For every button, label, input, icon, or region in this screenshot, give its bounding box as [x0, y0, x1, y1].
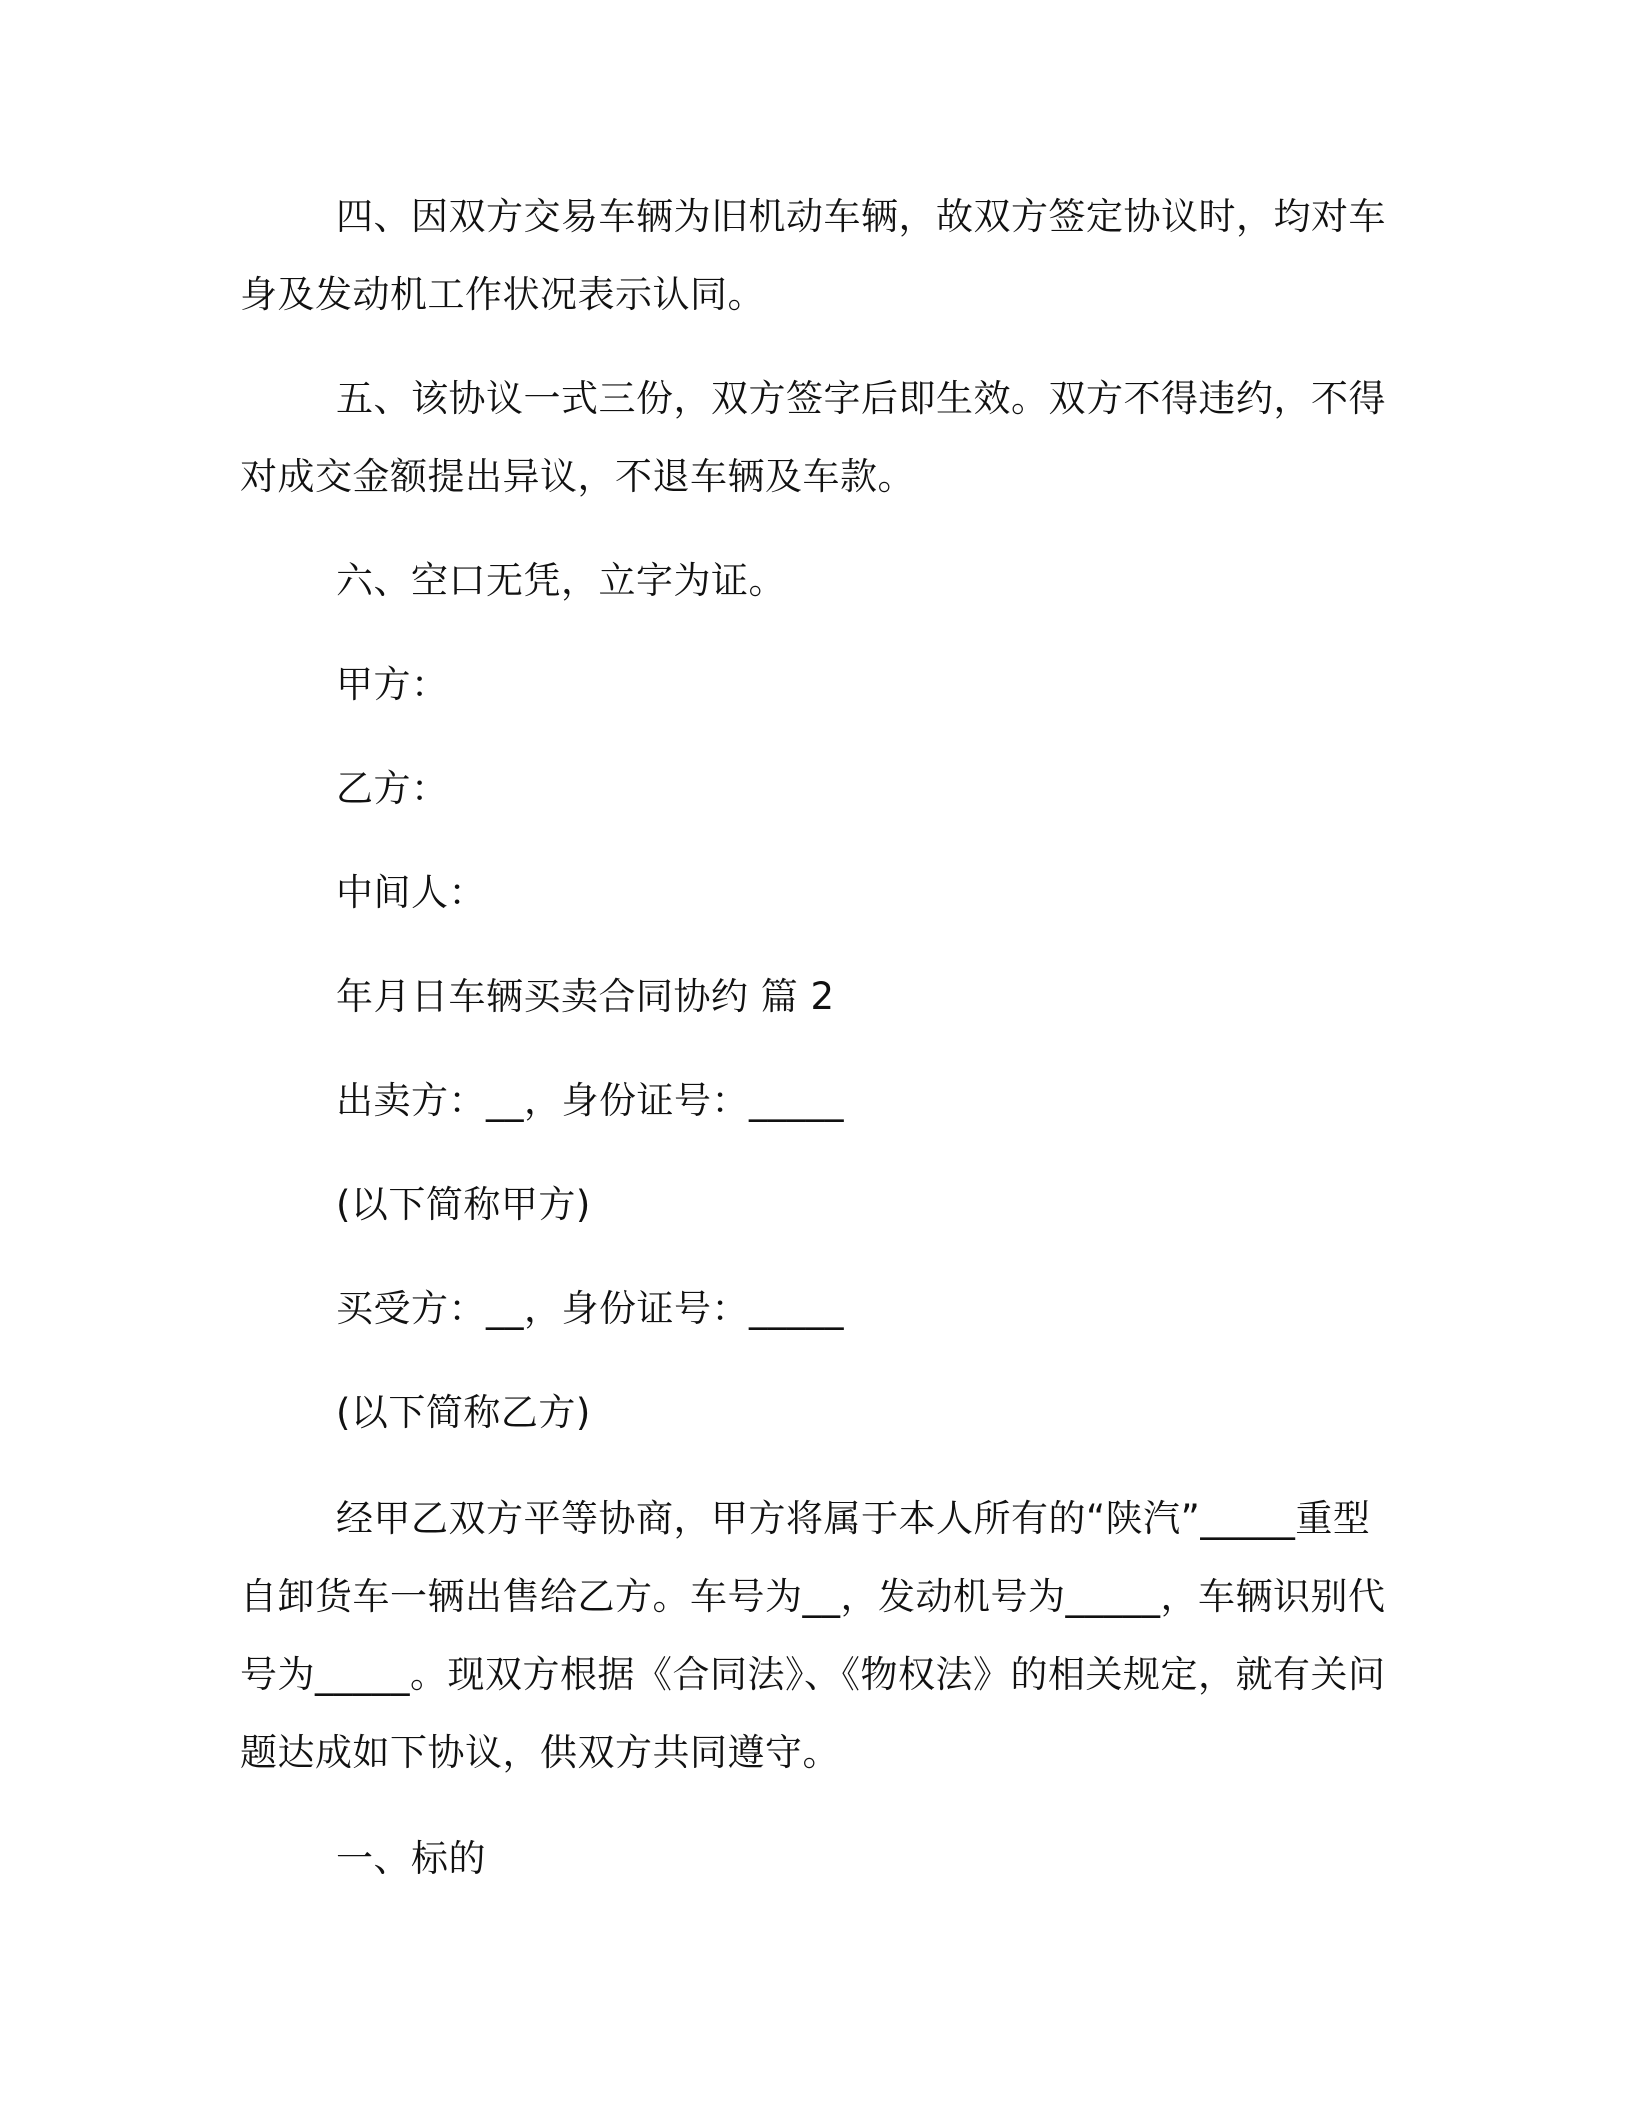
party-b-signature-line: 乙方：: [336, 767, 449, 810]
buyer-line: 买受方：__，身份证号：_____: [336, 1287, 844, 1330]
section-title: 年月日车辆买卖合同协约 篇 2: [336, 975, 835, 1018]
document-body: [240, 178, 1390, 1898]
clause-six: 六、空口无凭，立字为证。: [336, 559, 786, 602]
clause-five: 五、该协议一式三份，双方签字后即生效。双方不得违约，不得对成交金额提出异议，不退车辆及车款。: [240, 377, 1386, 498]
seller-alias: (以下简称甲方): [336, 1183, 591, 1226]
buyer-alias: (以下简称乙方): [336, 1391, 591, 1434]
seller-line: 出卖方：__，身份证号：_____: [336, 1079, 844, 1122]
party-a-signature-line: 甲方：: [336, 663, 449, 706]
clause-one-heading: 一、标的: [336, 1837, 486, 1880]
clause-four: 四、因双方交易车辆为旧机动车辆，故双方签定协议时，均对车身及发动机工作状况表示认同。: [240, 195, 1386, 316]
intermediary-signature-line: 中间人：: [336, 871, 486, 914]
agreement-intro: 经甲乙双方平等协商，甲方将属于本人所有的“陕汽”_____重型自卸货车一辆出售给乙方。车号为__，发动机号为_____，车辆识别代号为_____。现双方根据《合同法》、《物权法》的相关规定，就有关问题达成如下协议，供双方共同遵守。: [240, 1497, 1386, 1774]
